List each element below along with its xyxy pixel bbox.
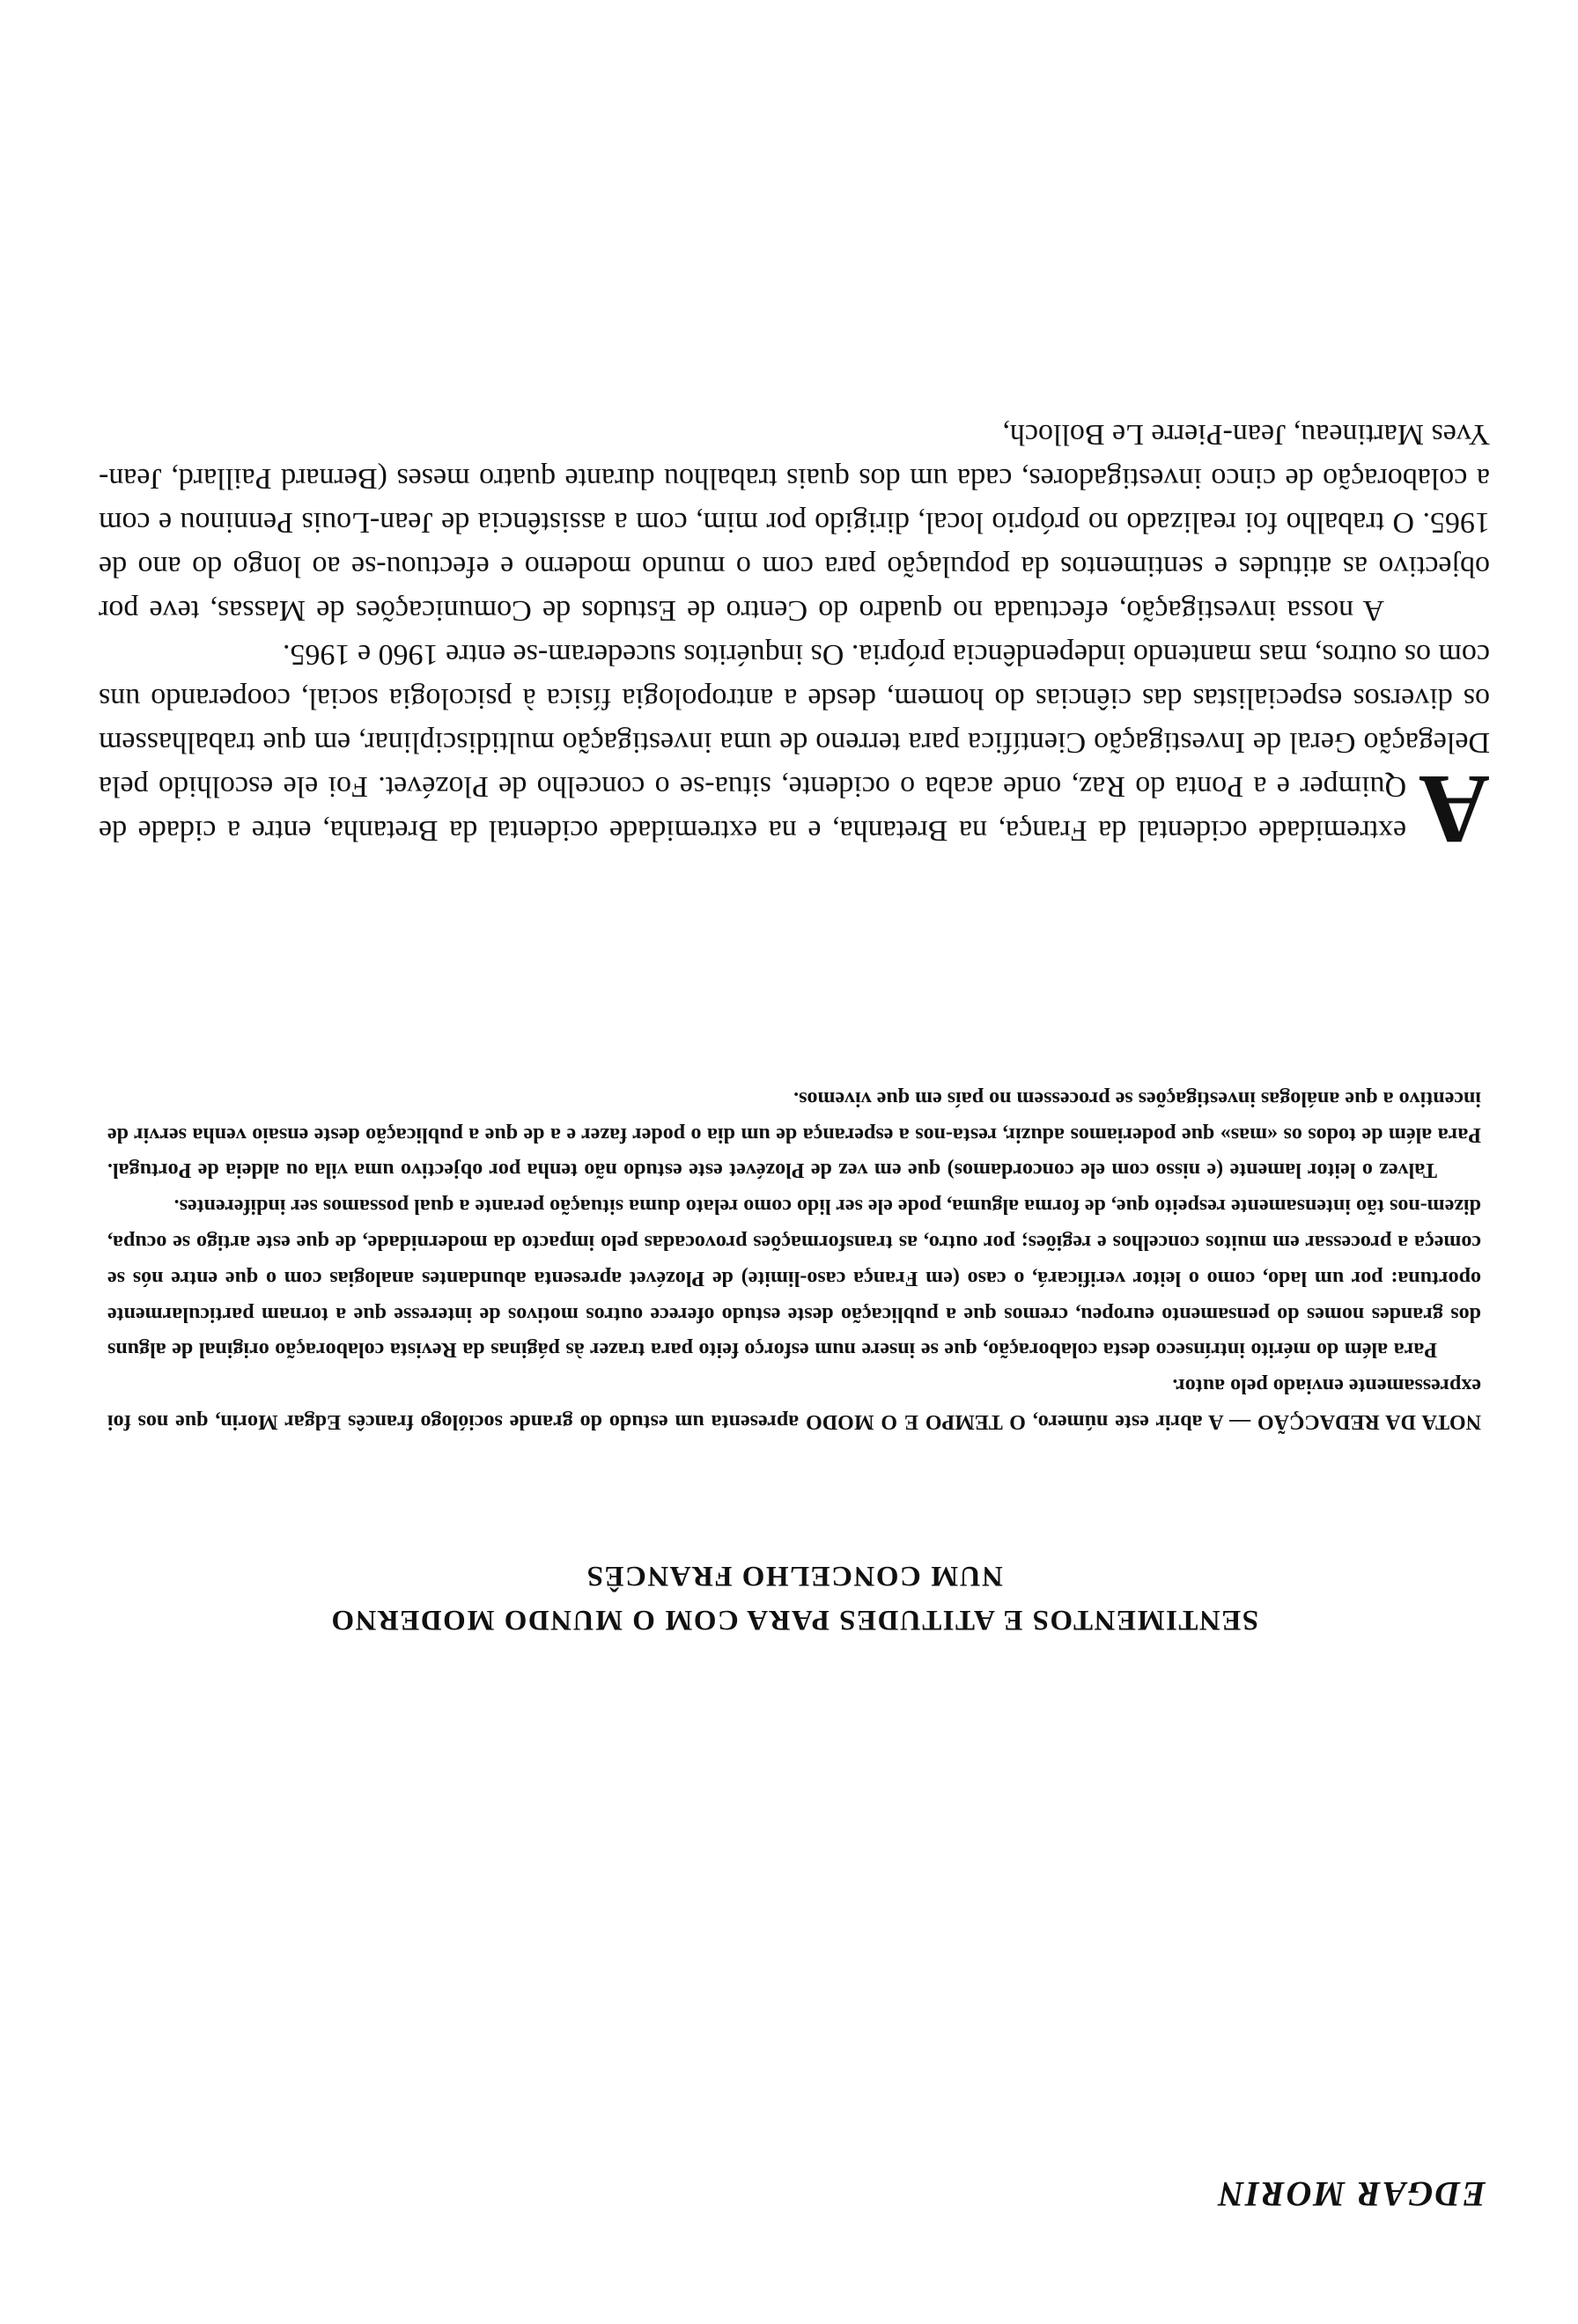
editor-note-lead: NOTA DA REDACÇÃO (1257, 1410, 1481, 1433)
title-line-1: SENTIMENTOS E ATITUDES PARA COM O MUNDO MODERNO (329, 1604, 1259, 1636)
editor-note (107, 1080, 1481, 1439)
author-name: EDGAR MORIN (1216, 2174, 1486, 2214)
editor-note-intro: — A abrir este número, O TEMPO E O MODO apresenta um estudo do grande sociólogo francês Edgar Morin, que nos foi expressamente enviado pelo autor. (107, 1374, 1481, 1433)
editor-note-paragraph-3: Talvez o leitor lamente (e nisso com ele concordamos) que em vez de Plozévet este estudo não tenha por objectivo uma vila ou aldeia de Portugal. Para além de todos os «mas» que poderiamos aduzir, resta-nos a esperança de um dia o poder fazer e a de que a publicação deste ensaio venha servir de incentivo a que análogas investigações se processem no país em que vivemos. (107, 1086, 1481, 1182)
editor-note-paragraph-1 (107, 1367, 1481, 1439)
body-paragraph-2: A nossa investigação, efectuada no quadro do Centro de Estudos de Comunicações de Massas, teve por objectivo as atitudes e sentimentos da população para com o mundo moderno e efectuou-se ao longo do ano de 1965. O trabalho foi realizado no próprio local, dirigido por mim, com a assistência de Jean-Louis Penninou e com a colaboração de cinco investigadores, cada um dos quais trabalhou durante quatro meses (Bernard Paillard, Jean-Yves Martineau, Jean-Pierre Le Bolloch, (99, 418, 1490, 627)
body-paragraph-1: Aextremidade ocidental da França, na Bretanha, e na extremidade ocidental da Bretanha, entre a cidade de Quimper e a Ponta do Raz, onde acaba o ocidente, situa-se o concelho de Plozévet. Foi ele escolhido pela Delegação Geral de Investigação Científica para terreno de uma investigação multidisciplinar, em que trabalhassem os diversos especialistas das ciências do homem, desde a antropologia física à psicologia social, cooperando uns com os outros, mas mantendo independência própria. Os inquéritos sucederam-se entre 1960 e 1965. (99, 638, 1490, 864)
article-body (99, 412, 1490, 864)
editor-note-paragraph-2: Para além do mérito intrínseco desta colaboração, que se insere num esforço feito para trazer às páginas da Revista colaboração original de alguns dos grandes nomes do pensamento europeu, cremos que a publicação deste estudo oferece outros motivos de interesse que a tornam particularmente oportuna: por um lado, como o leitor verificará, o caso (em França caso-limite) de Plozévet apresenta abundantes analogias com o que entre nós se começa a processar em muitos concelhos e regiões; por outro, as transformações provocadas pelo impacto da modernidade, de que este artigo se ocupa, dizem-nos tão intensamente respeito que, de forma alguma, pode ele ser lido como relato duma situação perante a qual possamos ser indiferentes. (107, 1195, 1481, 1362)
article-title (169, 1554, 1419, 1642)
title-line-2: NUM CONCELHO FRANCÊS (586, 1560, 1003, 1592)
